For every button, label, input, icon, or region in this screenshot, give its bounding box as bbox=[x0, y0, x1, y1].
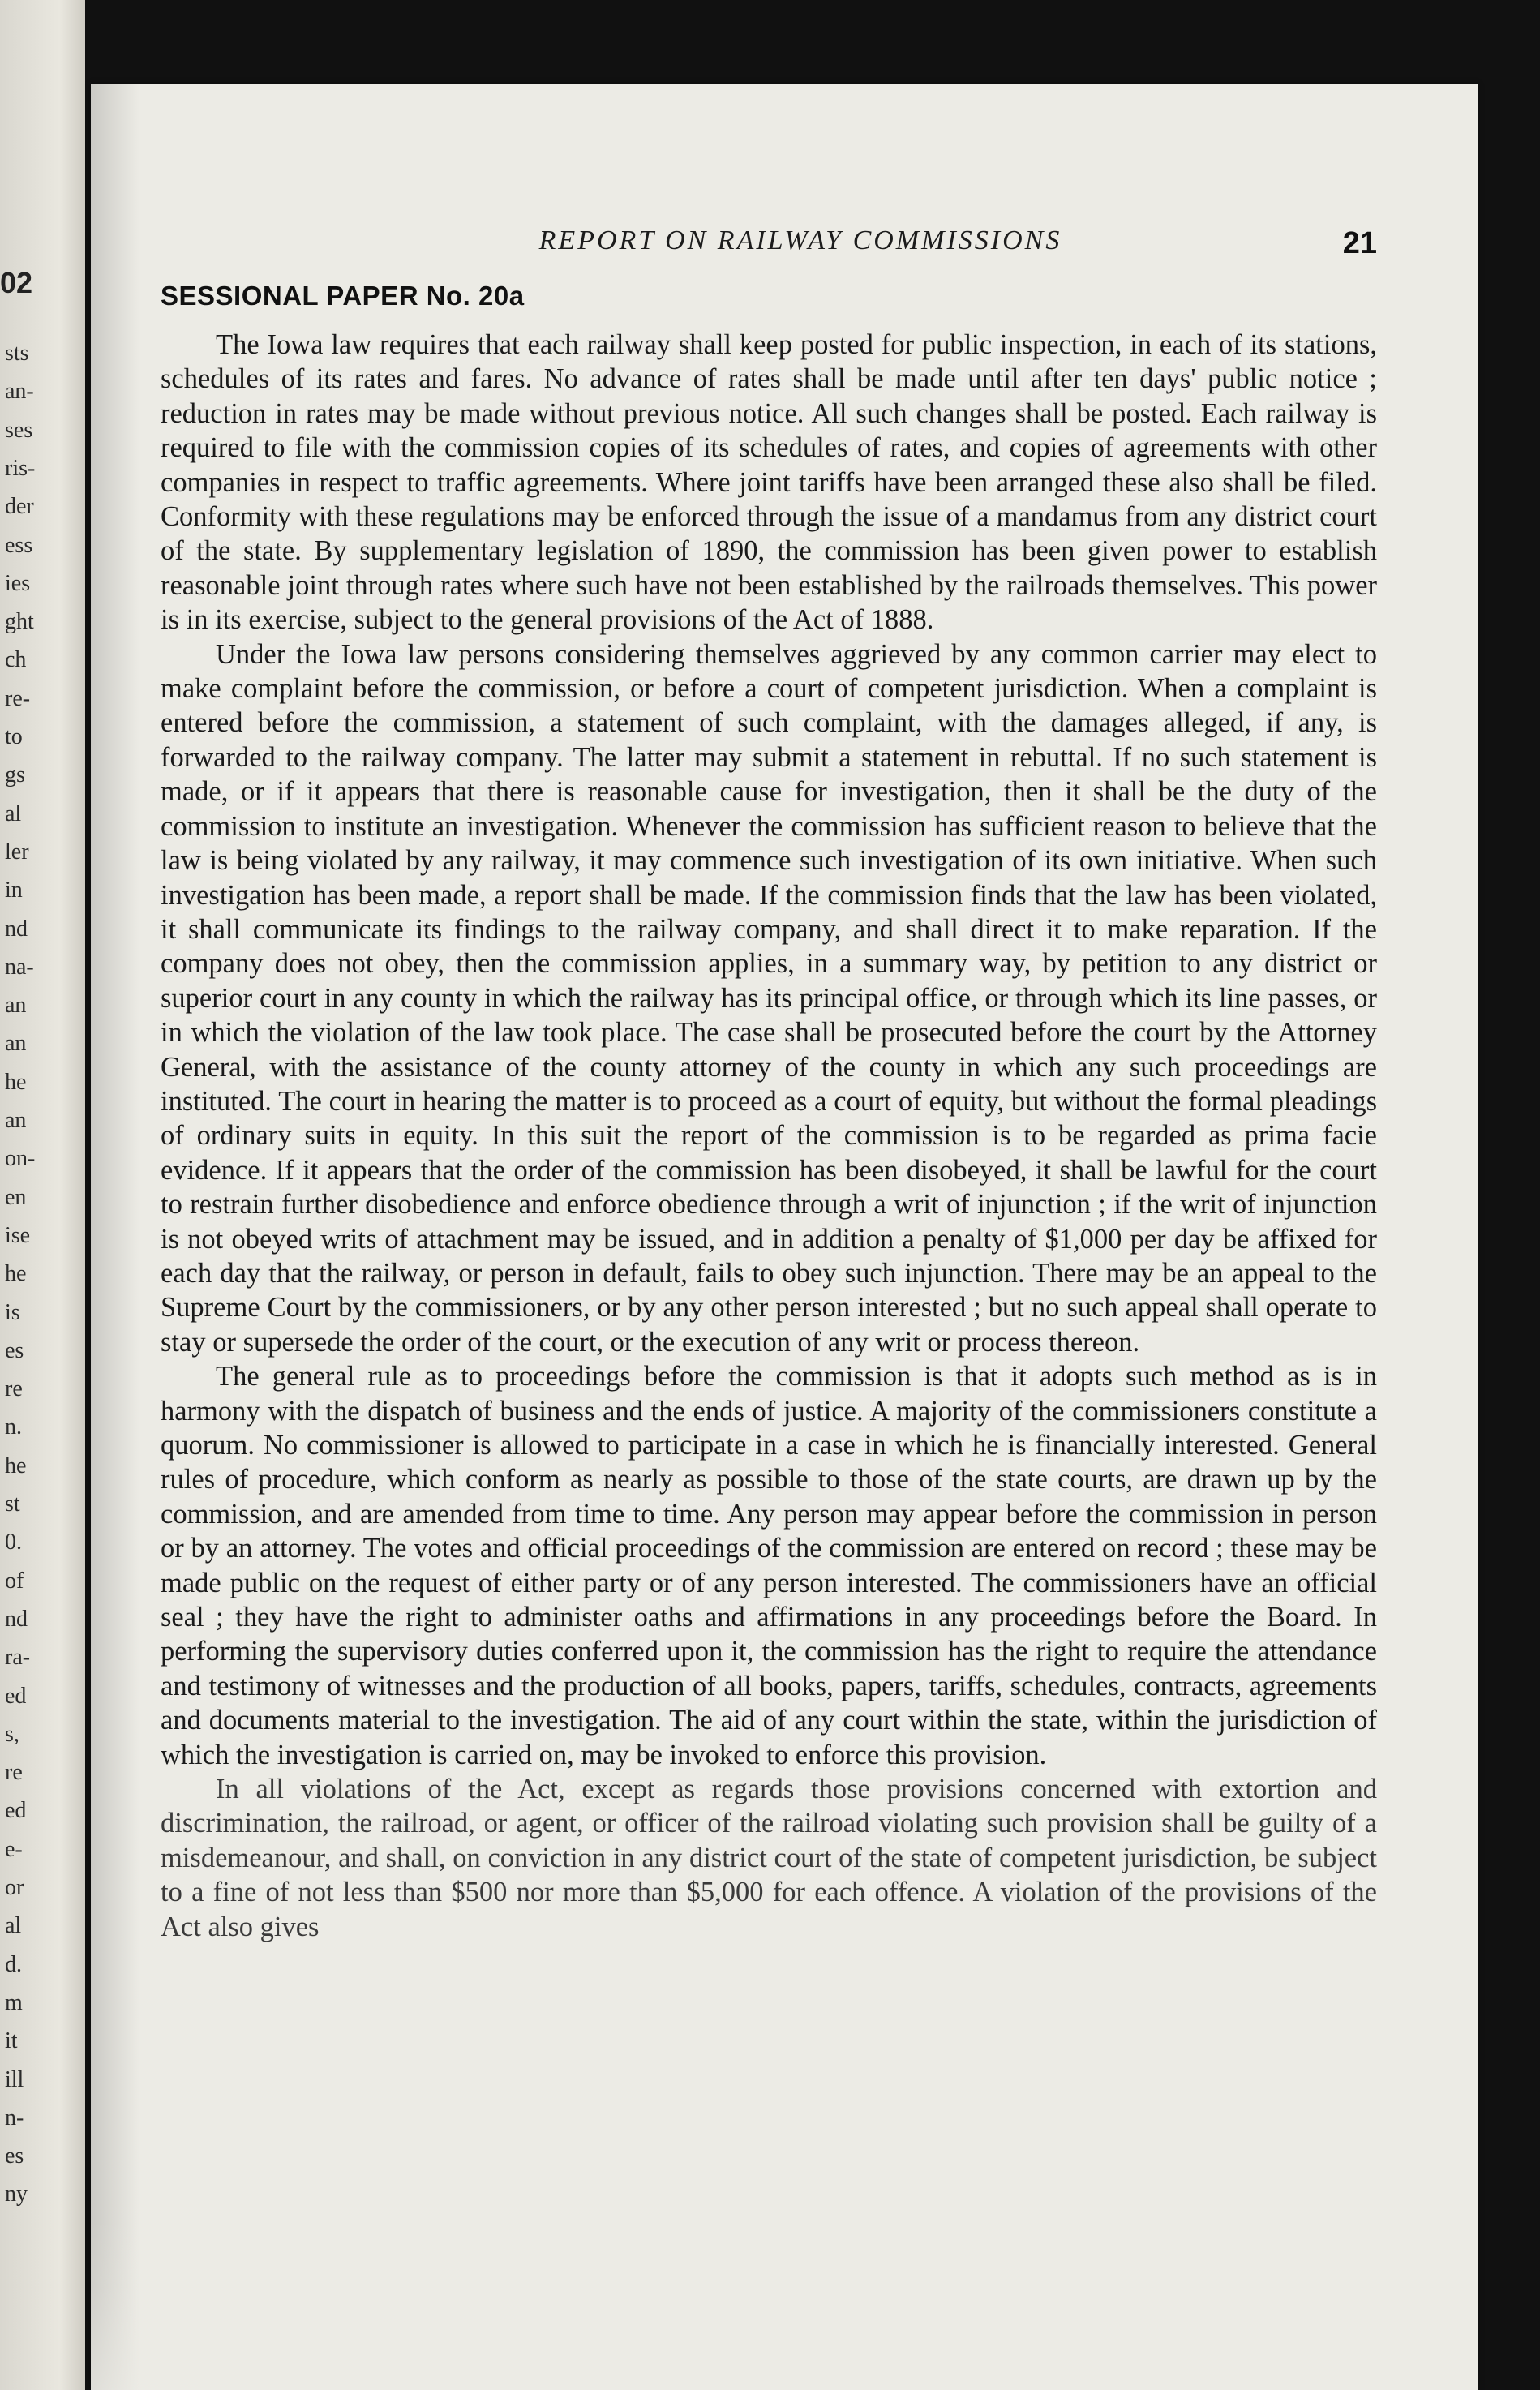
previous-page-number: 02 bbox=[0, 266, 33, 299]
previous-page-fragment: es bbox=[5, 1337, 24, 1363]
previous-page-fragment: ies bbox=[5, 570, 31, 596]
body-text bbox=[161, 328, 1377, 1944]
previous-page-fragment: nd bbox=[5, 916, 28, 942]
previous-page-fragment: ill bbox=[5, 2066, 24, 2092]
previous-page-fragment: s, bbox=[5, 1721, 19, 1747]
previous-page-fragment: e- bbox=[5, 1836, 23, 1862]
previous-page-fragment: gs bbox=[5, 762, 25, 788]
previous-page-fragment: ler bbox=[5, 839, 29, 865]
previous-page-fragment: n- bbox=[5, 2105, 24, 2130]
document-page bbox=[91, 84, 1478, 2390]
previous-page-fragment: al bbox=[5, 800, 22, 826]
previous-page-fragment: an bbox=[5, 1031, 27, 1057]
previous-page-edge bbox=[0, 0, 85, 2390]
previous-page-fragment: re bbox=[5, 1376, 23, 1402]
previous-page-fragment: he bbox=[5, 1452, 27, 1478]
previous-page-fragment: nd bbox=[5, 1606, 28, 1632]
previous-page-fragment: st bbox=[5, 1491, 20, 1517]
previous-page-fragment: ses bbox=[5, 417, 33, 443]
previous-page-fragment: re- bbox=[5, 685, 31, 711]
previous-page-fragment: to bbox=[5, 724, 23, 749]
previous-page-fragment: ra- bbox=[5, 1645, 31, 1671]
previous-page-fragment: re bbox=[5, 1760, 23, 1786]
paragraph: In all violations of the Act, except as regards those provisions concerned with extortion and discrimination, the railroad, or agent, or officer of the railroad violating such provision shall be guilty of a misdemeanour, and shall, on conviction in any district court of the state of competent jurisdiction, be subject to a fine of not less than $500 nor more than $5,000 for each offence. A violation of the provisions of the Act also gives bbox=[161, 1774, 1377, 1942]
previous-page-fragment: 0. bbox=[5, 1530, 22, 1555]
previous-page-fragment: n. bbox=[5, 1414, 22, 1440]
previous-page-fragment: ris- bbox=[5, 455, 36, 481]
previous-page-fragment: en bbox=[5, 1184, 27, 1210]
previous-page-fragment: an bbox=[5, 1108, 27, 1133]
running-head: REPORT ON RAILWAY COMMISSIONS bbox=[538, 225, 1062, 255]
previous-page-fragment: on- bbox=[5, 1146, 36, 1172]
previous-page-fragment: ght bbox=[5, 609, 34, 635]
previous-page-fragment: sts bbox=[5, 341, 29, 366]
previous-page-fragment: al bbox=[5, 1913, 22, 1939]
page-bottom-fade bbox=[91, 2220, 1478, 2390]
page-number: 21 bbox=[1342, 226, 1377, 260]
paragraph: The Iowa law requires that each railway shall keep posted for public inspection, in each of its stations, schedules of its rates and fares. No advance of rates shall be made until after ten days' public notice ; reduction in rates may be made without previous notice. All such changes shall be posted. Each railway is required to file with the commission copies of its schedules of rates, and copies of agreements with other companies in respect to traffic agreements. Where joint tariffs have been arranged these also shall be filed. Conformity with these regulations may be enforced through the issue of a mandamus from any district court of the state. By supplementary legislation of 1890, the commission has been given power to establish reasonable joint through rates where such have not been established by the railroads themselves. This power is in its exercise, subject to the general provisions of the Act of 1888. bbox=[161, 329, 1377, 636]
previous-page-fragment: an bbox=[5, 993, 27, 1019]
previous-page-fragment: ise bbox=[5, 1222, 31, 1248]
sessional-paper-label: SESSIONAL PAPER No. 20a bbox=[161, 281, 525, 311]
previous-page-fragment: he bbox=[5, 1069, 27, 1095]
previous-page-fragment: is bbox=[5, 1299, 20, 1325]
previous-page-fragment: of bbox=[5, 1568, 24, 1594]
previous-page-fragment: in bbox=[5, 877, 23, 903]
previous-page-fragment: es bbox=[5, 2143, 24, 2169]
previous-page-fragment: ed bbox=[5, 1683, 27, 1709]
previous-page-fragment: ch bbox=[5, 647, 27, 673]
paragraph: The general rule as to proceedings before the commission is that it adopts such method as is in harmony with the dispatch of business and the ends of justice. A majority of the commissioners constitute a quorum. No commissioner is allowed to participate in a case in which he is financially interested. General rules of procedure, which conform as nearly as possible to those of the state courts, are drawn up by the commission, and are amended from time to time. Any person may appear before the commission in person or by an attorney. The votes and official proceedings of the commission are entered on record ; these may be made public on the request of either party or of any person interested. The commissioners have an official seal ; they have the right to administer oaths and affirmations in any proceedings before the Board. In performing the supervisory duties conferred upon it, the commission has the right to require the attendance and testimony of witnesses and the production of all books, papers, tariffs, schedules, contracts, agreements and documents material to the investigation. The aid of any court within the state, within the jurisdiction of which the investigation is carried on, may be invoked to enforce this provision. bbox=[161, 1361, 1377, 1770]
previous-page-fragment: ny bbox=[5, 2182, 28, 2208]
previous-page-fragment: he bbox=[5, 1261, 27, 1287]
previous-page-fragment: m bbox=[5, 1989, 23, 2015]
previous-page-fragment: ed bbox=[5, 1798, 27, 1824]
previous-page-fragment: na- bbox=[5, 954, 34, 980]
previous-page-fragment: der bbox=[5, 494, 34, 520]
previous-page-fragment: or bbox=[5, 1875, 24, 1900]
previous-page-fragment: d. bbox=[5, 1951, 22, 1977]
paragraph: Under the Iowa law persons considering themselves aggrieved by any common carrier may elect to make complaint before the commission, or before a court of competent jurisdiction. When a complaint is entered before the commission, a statement of such complaint, with the damages alleged, if any, is forwarded to the railway company. The latter may submit a statement in rebuttal. If no such statement is made, or if it appears that there is reasonable cause for investigation, then it shall be the duty of the commission to institute an investigation. Whenever the commission has sufficient reason to believe that the law is being violated by any railway, it may commence such investigation of its own initiative. When such investigation has been made, a report shall be made. If the commission finds that the law has been violated, it shall communicate its findings to the railway company, and shall direct it to make reparation. If the company does not obey, then the commission applies, in a summary way, by petition to any district or superior court in any county in which the railway has its principal office, or through which its line passes, or in which the violation of the law took place. The case shall be prosecuted before the court by the Attorney General, with the assistance of the county attorney of the county in which any such proceedings are instituted. The court in hearing the matter is to proceed as a court of equity, but without the formal pleadings of ordinary suits in equity. In this suit the report of the commission is to be regarded as prima facie evidence. If it appears that the order of the commission has been disobeyed, it shall be lawful for the court to restrain further disobedience and enforce obedience through a writ of injunction ; if the writ of injunction is not obeyed writs of attachment may be issued, and in addition a penalty of $1,000 per day be affixed for each day that the railway, or person in default, fails to obey such injunction. There may be an appeal to the Supreme Court by the commissioners, or by any other person interested ; but no such appeal shall operate to stay or supersede the order of the court, or the execution of any writ or process thereon. bbox=[161, 638, 1377, 1358]
previous-page-fragment: an- bbox=[5, 379, 34, 405]
previous-page-fragment: ess bbox=[5, 532, 33, 558]
previous-page-fragment: it bbox=[5, 2028, 18, 2054]
